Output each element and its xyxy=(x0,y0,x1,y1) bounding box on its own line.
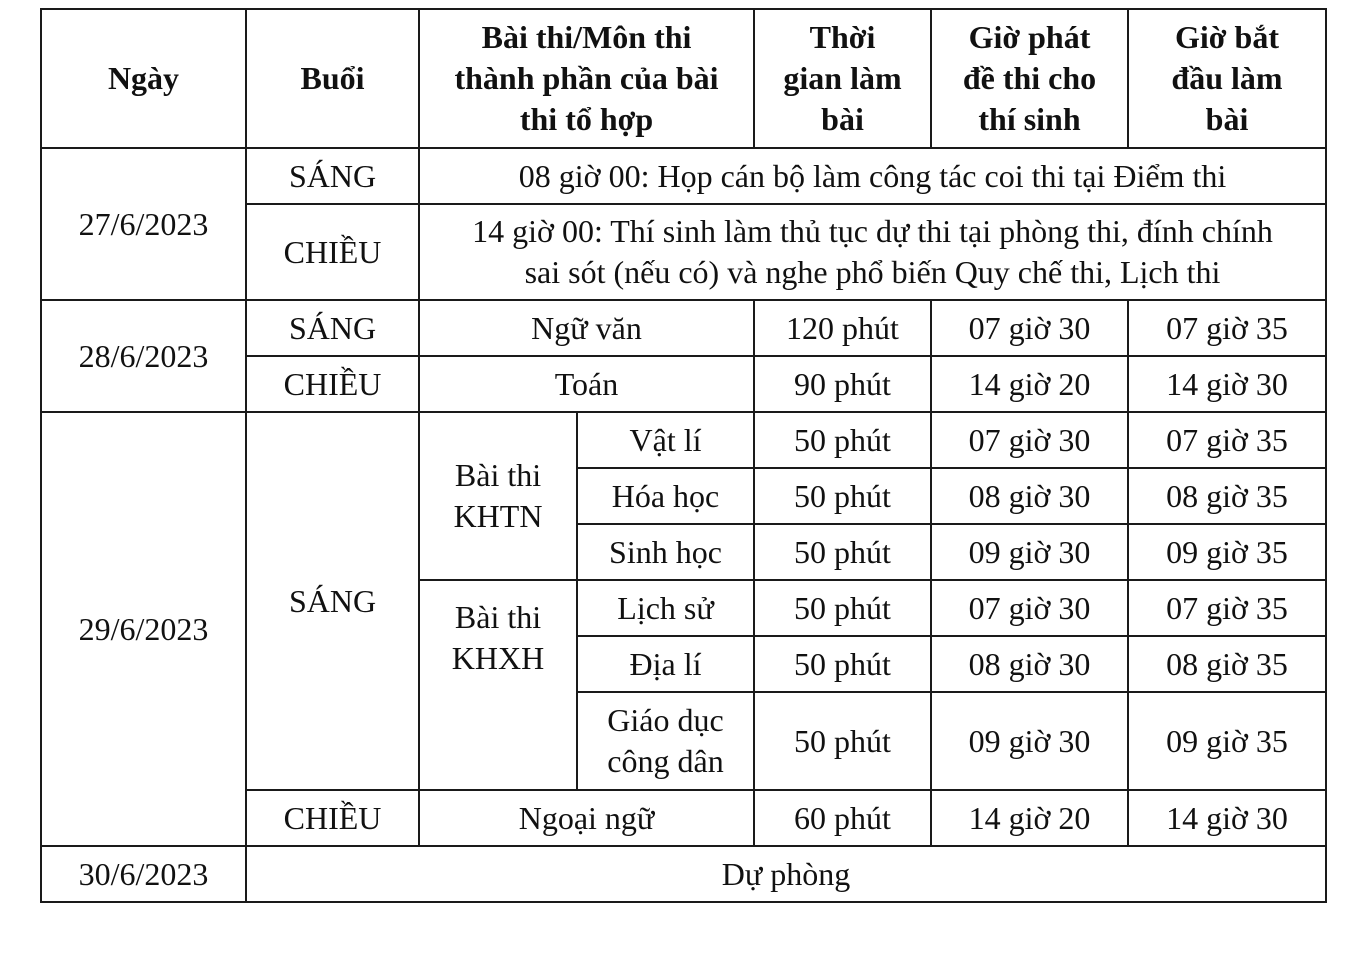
note-cell: Dự phòng xyxy=(246,846,1326,902)
subject-cell: Ngữ văn xyxy=(419,300,754,356)
session-cell: SÁNG xyxy=(246,300,419,356)
handout-time-cell: 14 giờ 20 xyxy=(931,356,1128,412)
handout-time-cell: 08 giờ 30 xyxy=(931,468,1128,524)
subject-cell: Giáo dục công dân xyxy=(577,692,754,790)
exam-schedule-document xyxy=(40,8,1327,903)
header-duration: Thời gian làm bài xyxy=(754,9,931,148)
handout-time-cell: 14 giờ 20 xyxy=(931,790,1128,846)
duration-cell: 120 phút xyxy=(754,300,931,356)
session-cell: SÁNG xyxy=(246,148,419,204)
duration-cell: 60 phút xyxy=(754,790,931,846)
combined-exam-khxh: Bài thi KHXH xyxy=(419,580,577,790)
handout-time-cell: 08 giờ 30 xyxy=(931,636,1128,692)
start-time-cell: 14 giờ 30 xyxy=(1128,790,1326,846)
start-time-cell: 08 giờ 35 xyxy=(1128,636,1326,692)
start-time-cell: 07 giờ 35 xyxy=(1128,412,1326,468)
date-cell: 29/6/2023 xyxy=(41,412,246,846)
handout-time-cell: 07 giờ 30 xyxy=(931,300,1128,356)
duration-cell: 50 phút xyxy=(754,636,931,692)
date-cell: 30/6/2023 xyxy=(41,846,246,902)
note-cell: 08 giờ 00: Họp cán bộ làm công tác coi thi tại Điểm thi xyxy=(419,148,1326,204)
start-time-cell: 09 giờ 35 xyxy=(1128,692,1326,790)
start-time-cell: 07 giờ 35 xyxy=(1128,580,1326,636)
exam-schedule-table xyxy=(40,8,1327,903)
header-subject: Bài thi/Môn thi thành phần của bài thi tổ hợp xyxy=(419,9,754,148)
combined-exam-khtn: Bài thi KHTN xyxy=(419,412,577,580)
duration-cell: 50 phút xyxy=(754,524,931,580)
duration-cell: 50 phút xyxy=(754,580,931,636)
duration-cell: 50 phút xyxy=(754,412,931,468)
session-cell: CHIỀU xyxy=(246,790,419,846)
session-cell: CHIỀU xyxy=(246,204,419,300)
duration-cell: 90 phút xyxy=(754,356,931,412)
subject-cell: Toán xyxy=(419,356,754,412)
header-date: Ngày xyxy=(41,9,246,148)
start-time-cell: 08 giờ 35 xyxy=(1128,468,1326,524)
subject-cell: Sinh học xyxy=(577,524,754,580)
note-cell: 14 giờ 00: Thí sinh làm thủ tục dự thi tại phòng thi, đính chính sai sót (nếu có) và nghe phổ biến Quy chế thi, Lịch thi xyxy=(419,204,1326,300)
session-cell: SÁNG xyxy=(246,412,419,790)
handout-time-cell: 07 giờ 30 xyxy=(931,412,1128,468)
table-row xyxy=(41,412,1326,468)
handout-time-cell: 09 giờ 30 xyxy=(931,692,1128,790)
table-row xyxy=(41,148,1326,204)
table-row xyxy=(41,846,1326,902)
header-start-time: Giờ bắt đầu làm bài xyxy=(1128,9,1326,148)
handout-time-cell: 09 giờ 30 xyxy=(931,524,1128,580)
subject-cell: Hóa học xyxy=(577,468,754,524)
subject-cell: Ngoại ngữ xyxy=(419,790,754,846)
date-cell: 28/6/2023 xyxy=(41,300,246,412)
date-cell: 27/6/2023 xyxy=(41,148,246,300)
start-time-cell: 07 giờ 35 xyxy=(1128,300,1326,356)
header-session: Buổi xyxy=(246,9,419,148)
handout-time-cell: 07 giờ 30 xyxy=(931,580,1128,636)
start-time-cell: 14 giờ 30 xyxy=(1128,356,1326,412)
table-row xyxy=(41,300,1326,356)
subject-cell: Lịch sử xyxy=(577,580,754,636)
duration-cell: 50 phút xyxy=(754,692,931,790)
subject-cell: Địa lí xyxy=(577,636,754,692)
subject-cell: Vật lí xyxy=(577,412,754,468)
duration-cell: 50 phút xyxy=(754,468,931,524)
session-cell: CHIỀU xyxy=(246,356,419,412)
start-time-cell: 09 giờ 35 xyxy=(1128,524,1326,580)
header-row xyxy=(41,9,1326,148)
header-handout-time: Giờ phát đề thi cho thí sinh xyxy=(931,9,1128,148)
